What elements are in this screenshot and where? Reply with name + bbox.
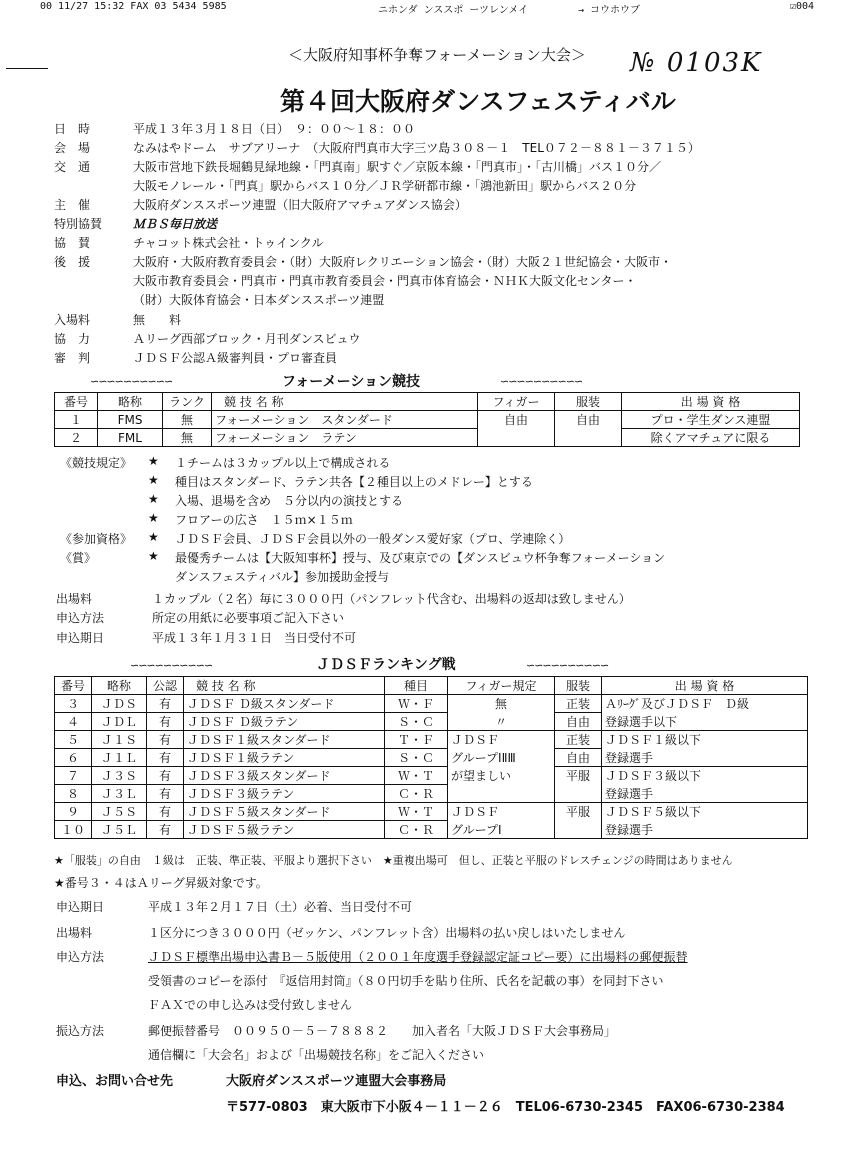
table-row	[55, 749, 808, 767]
cell-name: ＪＤＳＦ５級ラテン	[184, 821, 385, 839]
cell-figure: 無	[448, 695, 555, 713]
wave-decoration: ∽∽∽∽∽∽∽∽∽∽	[526, 659, 609, 672]
table-row	[55, 411, 800, 429]
cell-figure: 〃	[448, 713, 555, 731]
col-header: ランク	[163, 393, 212, 411]
info-value: ＪＤＳＦ公認Ａ級審判員・プロ審査員	[133, 351, 338, 365]
star-bullet: ★	[148, 473, 159, 487]
cell-qual: ＪＤＳＦ１級以下	[602, 731, 808, 749]
formation-table	[54, 392, 800, 447]
entry-label: 出場料	[56, 592, 93, 606]
cell-num: ７	[55, 767, 92, 785]
entry-label: 申込期日	[56, 900, 105, 914]
rule-label: 《参加資格》	[60, 532, 133, 546]
event-subtitle: ＜大阪府知事杯争奪フォーメーション大会＞	[288, 46, 586, 64]
section-heading-ranking: ＪＤＳＦランキング戦	[316, 657, 456, 673]
cell-name: フォーメーション スタンダード	[212, 411, 478, 429]
cell-auth: 有	[147, 803, 184, 821]
cell-auth: 有	[147, 767, 184, 785]
cell-name: ＪＤＳＦ１級スタンダード	[184, 731, 385, 749]
cell-abbr: FML	[98, 429, 163, 447]
star-bullet: ★	[148, 511, 159, 525]
rule-label: 《賞》	[60, 551, 97, 565]
cell-rank: 無	[163, 429, 212, 447]
cell-qual: 登録選手	[602, 821, 808, 839]
fax-header-sender: ニホンダ ンススポ ーツレンメイ	[378, 5, 529, 16]
cell-name: ＪＤＳＦ３級ラテン	[184, 785, 385, 803]
col-header: 種目	[385, 677, 448, 695]
cell-abbr: Ｊ３Ｌ	[92, 785, 147, 803]
cell-dress: 正装	[555, 695, 602, 713]
cell-event: Ｔ・Ｆ	[385, 731, 448, 749]
cell-auth: 有	[147, 713, 184, 731]
cell-num: ４	[55, 713, 92, 731]
table-row	[55, 821, 808, 839]
info-label: 主 催	[54, 198, 91, 212]
entry-value: 通信欄に「大会名」および「出場競技名称」をご記入ください	[148, 1048, 485, 1062]
table-row	[55, 713, 808, 731]
cell-figure: 自由	[478, 411, 555, 447]
cell-qual: プロ・学生ダンス連盟	[622, 411, 800, 429]
star-bullet: ★	[148, 492, 159, 506]
cell-dress: 平服	[555, 767, 602, 803]
entry-value: 郵便振替番号 ００９５０－５－７８８８２ 加入者名「大阪ＪＤＳＦ大会事務局」	[148, 1024, 617, 1038]
info-label: 協 力	[54, 332, 91, 346]
rule-text: 種目はスタンダード、ラテン共各【２種目以上のメドレー】とする	[175, 475, 533, 489]
cell-abbr: ＪＤＬ	[92, 713, 147, 731]
info-value: 無 料	[133, 313, 182, 327]
info-value: 大阪府ダンススポーツ連盟（旧大阪府アマチュアダンス協会）	[133, 198, 467, 212]
info-value: チャコット株式会社・トゥインクル	[133, 236, 324, 250]
cell-num: ５	[55, 731, 92, 749]
info-value: 平成１３年３月１８日（日） ９：００～１８：００	[133, 122, 416, 136]
entry-label: 申込方法	[56, 611, 105, 625]
ranking-table	[54, 676, 808, 839]
cell-num: １	[55, 411, 98, 429]
entry-value: ＪＤＳＦ標準出場申込書Ｂ－５版使用（２００１年度選手登録認定証コピー要）に出場料の郵便振替	[148, 950, 688, 964]
cell-qual: ＪＤＳＦ３級以下	[602, 767, 808, 785]
entry-value: 所定の用紙に必要事項ご記入下さい	[152, 611, 345, 625]
wave-decoration: ∽∽∽∽∽∽∽∽∽∽	[130, 659, 213, 672]
info-value: なみはやドーム サブアリーナ （大阪府門真市大字三ツ島３０８－１ TEL０７２－８８１－３７１５）	[133, 141, 700, 155]
table-row	[55, 429, 800, 447]
col-header: 略称	[98, 393, 163, 411]
cell-figure: が望ましい	[448, 767, 555, 785]
cell-qual: 除くアマチュアに限る	[622, 429, 800, 447]
fax-header-page: ☑004	[790, 1, 815, 12]
cell-event: Ｓ・Ｃ	[385, 713, 448, 731]
cell-name: フォーメーション ラテン	[212, 429, 478, 447]
info-value: 大阪市教育委員会・門真市・門真市教育委員会・門真市体育協会・ＮＨＫ大阪文化センター・	[133, 274, 637, 288]
cell-figure: グループⅠ	[448, 821, 555, 839]
entry-value: 平成１３年１月３１日 当日受付不可	[152, 631, 357, 645]
cell-qual: 登録選手以下	[602, 713, 808, 731]
info-label: 交 通	[54, 160, 91, 174]
cell-auth: 有	[147, 785, 184, 803]
cell-figure: グループⅠⅡⅢ	[448, 749, 555, 767]
fax-header-recipient: → コウホウブ	[578, 5, 641, 16]
cell-num: ８	[55, 785, 92, 803]
col-header: フィガー	[478, 393, 555, 411]
col-header: 競 技 名 称	[212, 393, 478, 411]
info-label: 日 時	[54, 122, 91, 136]
col-header: 服装	[555, 393, 622, 411]
rule-text: １チームは３カップル以上で構成される	[175, 456, 391, 470]
star-bullet: ★	[148, 454, 159, 468]
cell-qual: 登録選手	[602, 749, 808, 767]
col-header: 公認	[147, 677, 184, 695]
cell-event: Ｃ・Ｒ	[385, 821, 448, 839]
cell-qual: Ａﾘｰｸﾞ及びＪＤＳＦ Ｄ級	[602, 695, 808, 713]
entry-value: １カップル（２名）毎に３０００円（パンフレット代含む、出場料の返却は致しません）	[152, 592, 631, 606]
entry-value: 受領書のコピーを添付 『返信用封筒』（８０円切手を貼り住所、氏名を記載の事）を同封下さい	[148, 974, 664, 988]
cell-dress: 自由	[555, 411, 622, 447]
cell-name: ＪＤＳＦ Ｄ級スタンダード	[184, 695, 385, 713]
info-label: 後 援	[54, 255, 91, 269]
cell-dress: 平服	[555, 803, 602, 839]
info-value: ＭＢＳ毎日放送	[133, 217, 218, 231]
contact-org: 大阪府ダンススポーツ連盟大会事務局	[226, 1074, 447, 1089]
cell-num: ６	[55, 749, 92, 767]
table-row	[55, 785, 808, 803]
col-header: 出 場 資 格	[622, 393, 800, 411]
section-heading-formation: フォーメーション競技	[282, 374, 421, 390]
table-row	[55, 731, 808, 749]
rule-text: ダンスフェスティバル】参加援助金授与	[175, 570, 389, 584]
entry-value: １区分につき３０００円（ゼッケン、パンフレット含）出場料の払い戻しはいたしません	[148, 926, 626, 940]
entry-label: 出場料	[56, 926, 93, 940]
col-header: 略称	[92, 677, 147, 695]
info-value: 大阪市営地下鉄長堀鶴見緑地線・「門真南」駅すぐ／京阪本線・「門真市」・「古川橋」バス１０分／	[133, 160, 662, 174]
cell-name: ＪＤＳＦ１級ラテン	[184, 749, 385, 767]
entry-label: 申込方法	[56, 950, 105, 964]
info-label: 協 賛	[54, 236, 91, 250]
cell-auth: 有	[147, 749, 184, 767]
cell-rank: 無	[163, 411, 212, 429]
margin-mark	[6, 68, 48, 69]
cell-auth: 有	[147, 731, 184, 749]
star-bullet: ★	[148, 549, 159, 563]
col-header: 番号	[55, 393, 98, 411]
entry-label: 振込方法	[56, 1024, 105, 1038]
rule-text: ＪＤＳＦ会員、ＪＤＳＦ会員以外の一般ダンス愛好家（プロ、学連除く）	[175, 532, 571, 546]
cell-figure: ＪＤＳＦ	[448, 803, 555, 821]
cell-num: １０	[55, 821, 92, 839]
cell-event: Ｗ・Ｔ	[385, 767, 448, 785]
cell-name: ＪＤＳＦ３級スタンダード	[184, 767, 385, 785]
col-header: 服装	[555, 677, 602, 695]
table-row	[55, 695, 808, 713]
cell-figure: ＪＤＳＦ	[448, 731, 555, 749]
fax-header	[40, 0, 864, 14]
rule-label: 《競技規定》	[60, 456, 133, 470]
fax-header-left: 00 11/27 15:32 FAX 03 5434 5985	[40, 1, 227, 12]
col-header: フィガー規定	[448, 677, 555, 695]
cell-dress: 自由	[555, 749, 602, 767]
info-label: 審 判	[54, 351, 91, 365]
col-header: 競 技 名 称	[184, 677, 385, 695]
info-label: 入場料	[54, 313, 91, 327]
cell-abbr: FMS	[98, 411, 163, 429]
cell-num: ３	[55, 695, 92, 713]
table-row	[55, 767, 808, 785]
cell-abbr: Ｊ５Ｓ	[92, 803, 147, 821]
col-header: 番号	[55, 677, 92, 695]
contact-label: 申込、お問い合せ先	[56, 1074, 174, 1089]
rule-text: フロアーの広さ １５ｍ×１５ｍ	[175, 513, 353, 527]
rule-text: 入場、退場を含め ５分以内の演技とする	[175, 494, 404, 508]
note: ★「服装」の自由 １級は 正装、準正装、平服より選択下さい ★重複出場可 但し、正装と平服のドレスチェンジの時間はありません	[54, 854, 733, 867]
cell-name: ＪＤＳＦ Ｄ級ラテン	[184, 713, 385, 731]
cell-name: ＪＤＳＦ５級スタンダード	[184, 803, 385, 821]
info-value: （財）大阪体育協会・日本ダンススポーツ連盟	[133, 293, 385, 307]
cell-event: Ｗ・Ｔ	[385, 803, 448, 821]
entry-label: 申込期日	[56, 631, 105, 645]
info-value: 大阪モノレール・「門真」駅からバス１０分／ＪＲ学研都市線・「鴻池新田」駅からバス２０分	[133, 179, 637, 193]
cell-abbr: Ｊ１Ｌ	[92, 749, 147, 767]
cell-dress: 自由	[555, 713, 602, 731]
cell-abbr: Ｊ１Ｓ	[92, 731, 147, 749]
info-label: 会 場	[54, 141, 91, 155]
cell-abbr: Ｊ３Ｓ	[92, 767, 147, 785]
cell-event: Ｓ・Ｃ	[385, 749, 448, 767]
info-value: 大阪府・大阪府教育委員会・（財）大阪府レクリエーション協会・（財）大阪２１世紀協会・大阪市・	[133, 255, 673, 269]
wave-decoration: ∽∽∽∽∽∽∽∽∽∽	[500, 375, 583, 388]
contact-address: 〒577-0803 東大阪市下小阪４－１１－２６ TEL06-6730-2345 FAX06-6730-2384	[226, 1100, 785, 1115]
page-title: 第４回大阪府ダンスフェスティバル	[280, 87, 676, 116]
star-bullet: ★	[148, 530, 159, 544]
cell-event: Ｗ・Ｆ	[385, 695, 448, 713]
info-value: Ａリーグ西部ブロック・月刊ダンスビュウ	[133, 332, 361, 346]
cell-num: ２	[55, 429, 98, 447]
cell-abbr: ＪＤＳ	[92, 695, 147, 713]
note: ★番号３・４はＡリーグ昇級対象です。	[54, 876, 268, 890]
cell-auth: 有	[147, 821, 184, 839]
cell-num: ９	[55, 803, 92, 821]
info-label: 特別協賛	[54, 217, 103, 231]
entry-value: 平成１３年２月１７日（土）必着、当日受付不可	[148, 900, 413, 914]
cell-abbr: Ｊ５Ｌ	[92, 821, 147, 839]
cell-auth: 有	[147, 695, 184, 713]
cell-qual: ＪＤＳＦ５級以下	[602, 803, 808, 821]
table-row	[55, 803, 808, 821]
cell-event: Ｃ・Ｒ	[385, 785, 448, 803]
cell-dress: 正装	[555, 731, 602, 749]
cell-qual: 登録選手	[602, 785, 808, 803]
wave-decoration: ∽∽∽∽∽∽∽∽∽∽	[90, 375, 173, 388]
cell-figure	[448, 785, 555, 803]
entry-value: ＦＡＸでの申し込みは受付致しません	[148, 998, 353, 1012]
rule-text: 最優秀チームは【大阪知事杯】授与、及び東京での【ダンスビュウ杯争奪フォーメーション	[175, 551, 666, 565]
handwritten-number: № 0103K	[630, 48, 763, 78]
col-header: 出 場 資 格	[602, 677, 808, 695]
